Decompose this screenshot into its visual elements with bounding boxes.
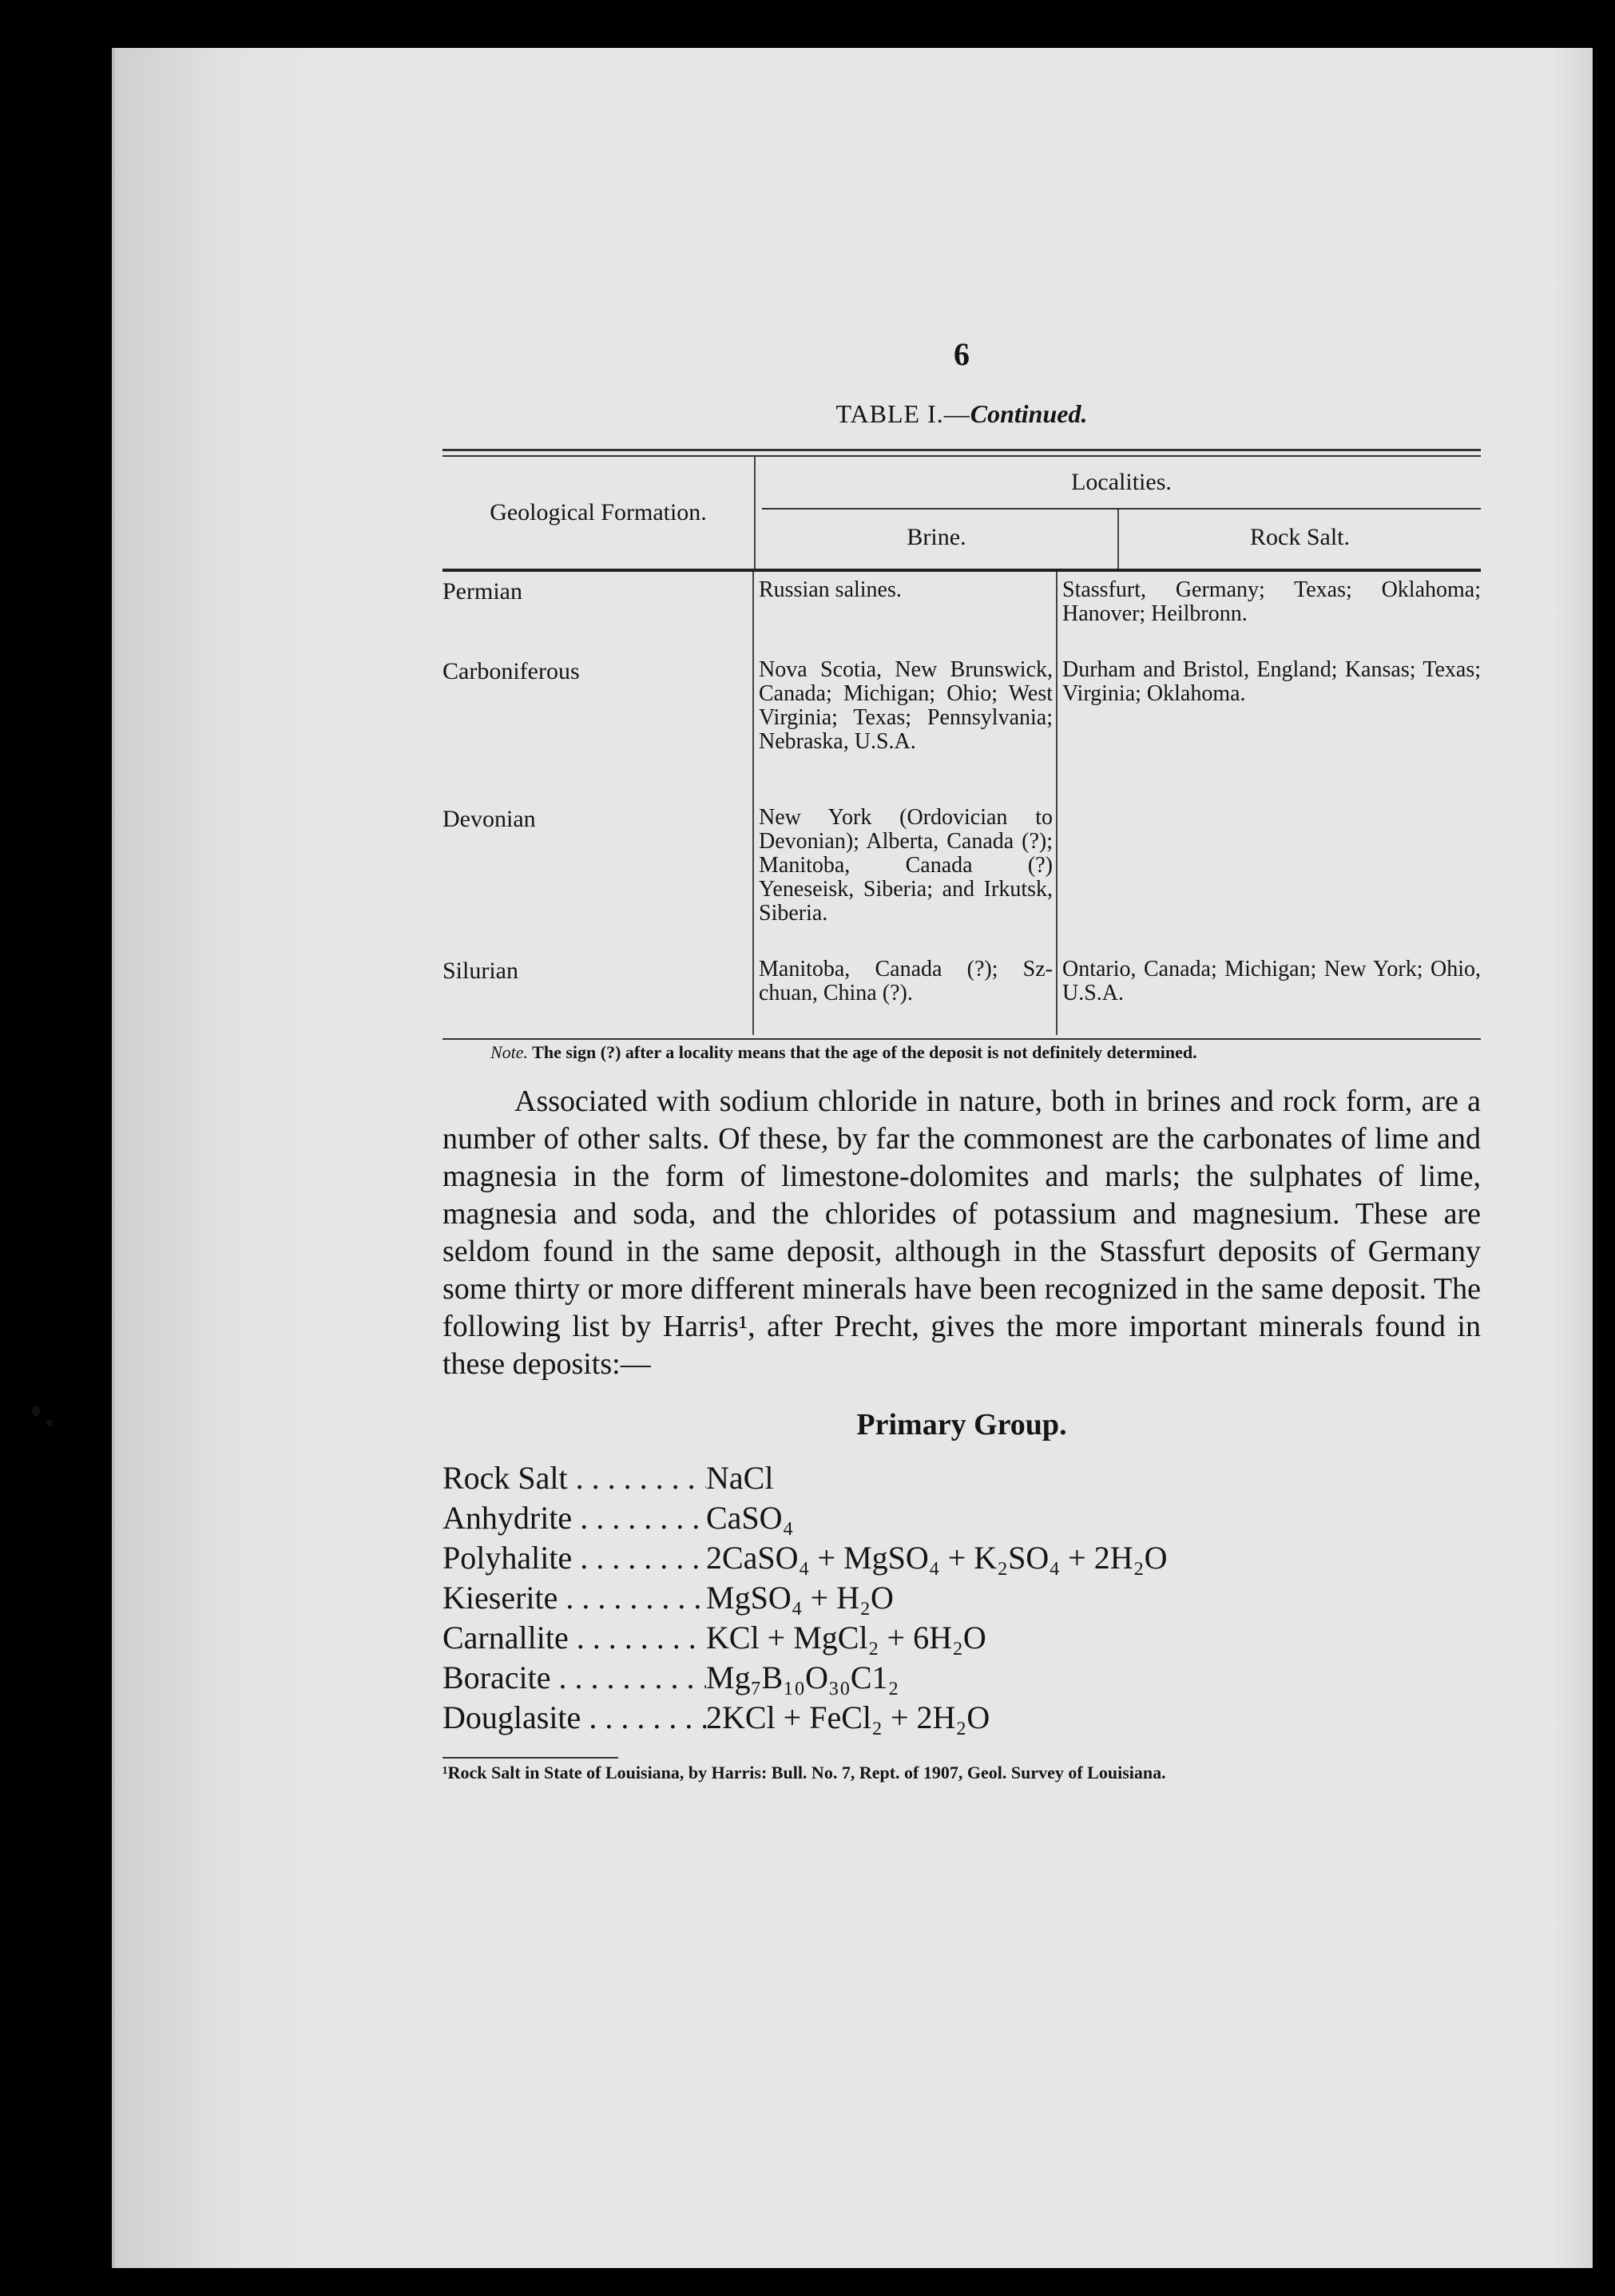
mineral-name: Douglasite . . .	[442, 1698, 706, 1738]
section-heading: Primary Group.	[856, 1408, 1067, 1441]
list-item	[442, 1498, 1481, 1538]
header-geological-formation: Geological Formation.	[442, 457, 756, 569]
cell-rock-salt: Stassfurt, Germany; Texas; Oklahoma; Hanover; Heilbronn.	[1062, 577, 1481, 626]
footnote: ¹Rock Salt in State of Louisiana, by Harris: Bull. No. 7, Rept. of 1907, Geol. Survey of Louisiana.	[442, 1763, 1166, 1782]
cell-formation: Permian	[442, 572, 754, 652]
mineral-name: Carnallite . . .	[442, 1618, 706, 1658]
mineral-name: Rock Salt . . .	[442, 1458, 706, 1498]
header-brine: Brine.	[756, 510, 1119, 569]
table-row	[442, 652, 1481, 799]
cell-brine: Nova Scotia, New Brunswick, Canada; Michigan; Ohio; West Virginia; Texas; Pennsylvania; Nebraska, U.S.A.	[754, 652, 1057, 799]
table-top-rule	[442, 449, 1481, 457]
table-row	[442, 799, 1481, 951]
scan-speck	[46, 1420, 53, 1426]
cell-brine: Manitoba, Canada (?); Sz-chuan, China (?).	[754, 951, 1057, 1035]
mineral-formula: KCl + MgCl₂ + 6H₂O	[706, 1620, 986, 1656]
mineral-formula: MgSO₄ + H₂O	[706, 1580, 894, 1616]
mineral-name: Polyhalite . . .	[442, 1538, 706, 1578]
mineral-formula: CaSO₄	[706, 1500, 794, 1536]
list-item	[442, 1458, 1481, 1498]
mineral-formula: 2KCl + FeCl₂ + 2H₂O	[706, 1699, 990, 1735]
list-item	[442, 1658, 1481, 1698]
cell-formation: Silurian	[442, 951, 754, 1035]
list-item	[442, 1618, 1481, 1658]
header-subcolumns	[756, 510, 1481, 569]
cell-formation: Carboniferous	[442, 652, 754, 799]
page-curl-shadow	[115, 48, 323, 2268]
cell-rock-salt: Durham and Bristol, England; Kansas; Texas; Virginia; Oklahoma.	[1062, 657, 1481, 706]
body-paragraph: Associated with sodium chloride in nature, both in brines and rock form, are a number of other salts. Of these, by far the commonest are the carbonates of lime and magnesia in the form of limestone-dolomites and marls; the sulphates of lime, magnesia and soda, and the chlorides of potassium and magnesium. These are seldom found in the same deposit, although in the Stassfurt deposits of Germany some thirty or more different minerals have been recognized in the same deposit. The following list by Harris¹, after Precht, gives the more important minerals found in these deposits:—	[442, 1085, 1481, 1381]
page-edge-shadow	[1553, 48, 1593, 2268]
table-header	[442, 457, 1481, 572]
cell-rock-salt: Ontario, Canada; Michigan; New York; Ohio, U.S.A.	[1062, 957, 1481, 1005]
mineral-formula: Mg₇B₁₀O₃₀C1₂	[706, 1660, 899, 1695]
mineral-formula: 2CaSO₄ + MgSO₄ + K₂SO₄ + 2H₂O	[706, 1540, 1168, 1576]
mineral-name: Kieserite . . .	[442, 1578, 706, 1618]
header-rock-salt: Rock Salt.	[1250, 524, 1350, 550]
header-localities: Localities.	[762, 457, 1481, 510]
table-bottom-rule	[442, 1038, 1481, 1040]
cell-brine: Russian salines.	[754, 572, 1057, 652]
mineral-list	[442, 1458, 1481, 1738]
list-item	[442, 1698, 1481, 1738]
mineral-name: Anhydrite . . .	[442, 1498, 706, 1538]
table-title-main: TABLE I.—	[835, 399, 970, 428]
header-localities-group	[756, 457, 1481, 569]
list-item	[442, 1578, 1481, 1618]
mineral-name: Boracite . . .	[442, 1658, 706, 1698]
note-label: Note.	[490, 1042, 529, 1062]
scanned-page	[112, 48, 1593, 2268]
table-note	[442, 1043, 1481, 1062]
table-title	[442, 399, 1481, 434]
table-title-continued: Continued.	[970, 399, 1088, 428]
cell-brine: New York (Ordovician to Devonian); Alberta, Canada (?); Manitoba, Canada (?) Yeneseisk, Siberia; and Irkutsk, Siberia.	[754, 799, 1057, 951]
mineral-formula: NaCl	[706, 1460, 774, 1496]
footnote-rule	[442, 1757, 618, 1759]
page-number: 6	[954, 336, 970, 372]
note-text: The sign (?) after a locality means that the age of the deposit is not definitely determined.	[532, 1042, 1197, 1062]
list-item	[442, 1538, 1481, 1578]
table-row	[442, 951, 1481, 1035]
table-row	[442, 572, 1481, 652]
page-content	[442, 335, 1481, 1782]
cell-formation: Devonian	[442, 799, 754, 951]
scan-speck	[32, 1406, 40, 1417]
cell-rock-salt	[1057, 799, 1481, 951]
